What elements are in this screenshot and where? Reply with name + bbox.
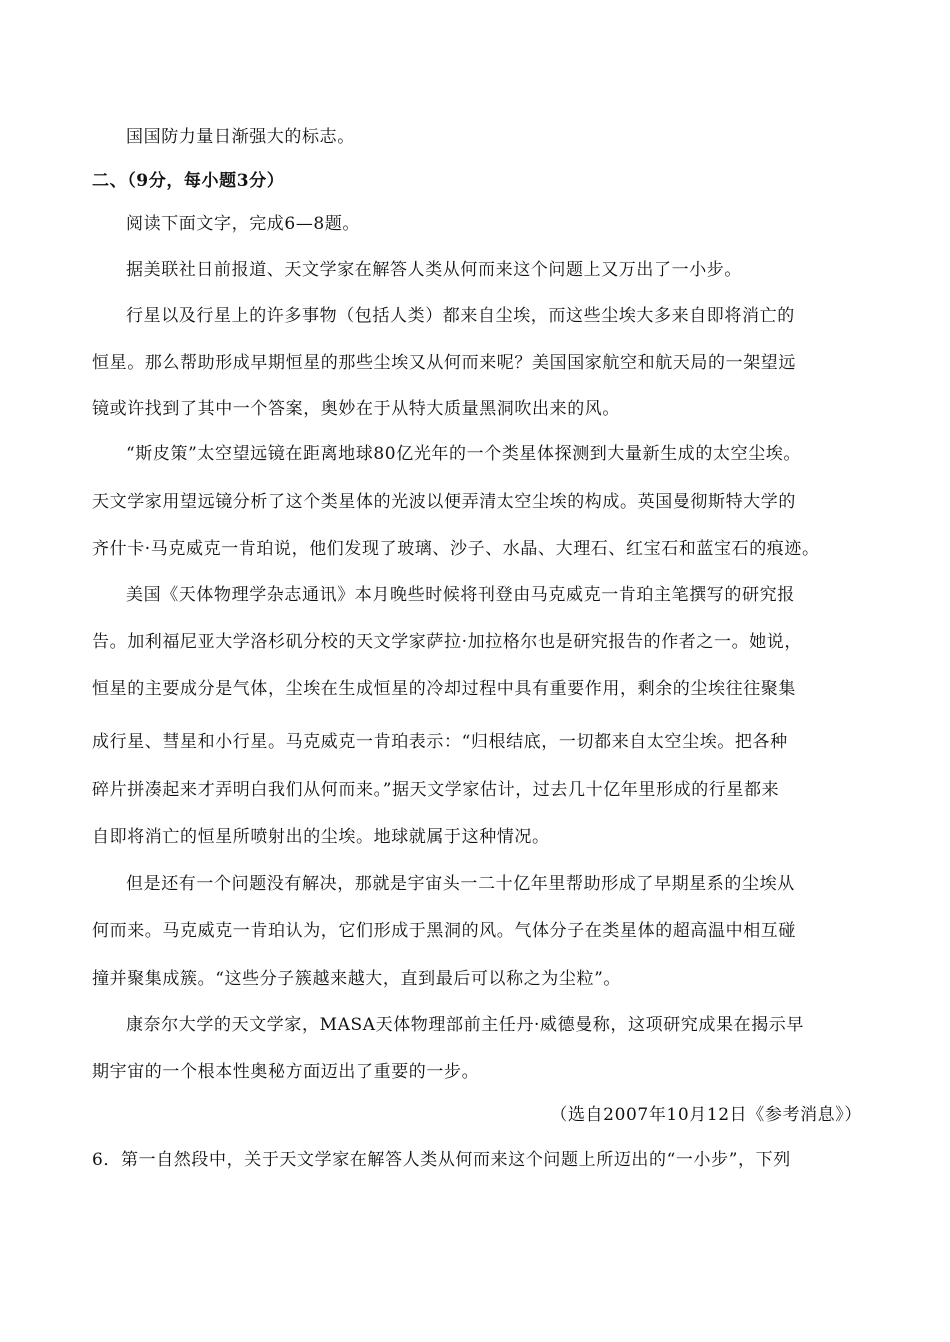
paragraph-3-line-2: 天文学家用望远镜分析了这个类星体的光波以便弄清太空尘埃的构成。英国曼彻斯特大学的: [92, 492, 796, 512]
paragraph-4-line-2: 告。加利福尼亚大学洛杉矶分校的天文学家萨拉·加拉格尔也是研究报告的作者之一。她说，: [92, 632, 803, 652]
paragraph-2-line-3: 镜或许找到了其中一个答案，奥妙在于从特大质量黑洞吹出来的风。: [92, 399, 620, 419]
paragraph-5-line-1: 但是还有一个问题没有解决，那就是宇宙头一二十亿年里帮助形成了早期星系的尘埃从: [126, 874, 795, 894]
reading-instruction: 阅读下面文字，完成6—8题。: [126, 214, 361, 234]
paragraph-4-line-1: 美国《天体物理学杂志通讯》本月晚些时候将刊登由马克威克一肯珀主笔撰写的研究报: [126, 585, 795, 605]
paragraph-4-line-6: 自即将消亡的恒星所喷射出的尘埃。地球就属于这种情况。: [92, 827, 550, 847]
paragraph-4-line-3: 恒星的主要成分是气体，尘埃在生成恒星的冷却过程中具有重要作用，剩余的尘埃往往聚集: [92, 679, 796, 699]
paragraph-2-line-2: 恒星。那么帮助形成早期恒星的那些尘埃又从何而来呢？美国国家航空和航天局的一架望远: [92, 353, 796, 373]
continuation-line: 国国防力量日渐强大的标志。: [126, 127, 355, 147]
paragraph-5-line-3: 撞并聚集成簇。“这些分子簇越来越大，直到最后可以称之为尘粒”。: [92, 969, 621, 989]
question-6: 6．第一自然段中，关于天文学家在解答人类从何而来这个问题上所迈出的“一小步”，下列: [92, 1150, 791, 1170]
paragraph-6-line-1: 康奈尔大学的天文学家，MASA天体物理部前主任丹·威德曼称，这项研究成果在揭示早: [126, 1015, 805, 1035]
paragraph-2-line-1: 行星以及行星上的许多事物（包括人类）都来自尘埃，而这些尘埃大多来自即将消亡的: [126, 306, 795, 326]
paragraph-4-line-4: 成行星、彗星和小行星。马克威克一肯珀表示：“归根结底，一切都来自太空尘埃。把各种: [92, 732, 788, 752]
paragraph-3-line-1: “斯皮策”太空望远镜在距离地球80亿光年的一个类星体探测到大量新生成的太空尘埃。: [126, 444, 802, 464]
source-citation: （选自2007年10月12日《参考消息》）: [550, 1105, 862, 1125]
section-heading: 二、（9分，每小题3分）: [92, 171, 285, 191]
paragraph-1-line-1: 据美联社日前报道、天文学家在解答人类从何而来这个问题上又万出了一小步。: [126, 260, 742, 280]
paragraph-4-line-5: 碎片拼凑起来才弄明白我们从何而来。”据天文学家估计，过去几十亿年里形成的行星都来: [92, 780, 780, 800]
paragraph-3-line-3: 齐什卡·马克威克一肯珀说，他们发现了玻璃、沙子、水晶、大理石、红宝石和蓝宝石的痕迹。: [92, 539, 820, 559]
paragraph-6-line-2: 期宇宙的一个根本性奥秘方面迈出了重要的一步。: [92, 1062, 480, 1082]
paragraph-5-line-2: 何而来。马克威克一肯珀认为，它们形成于黑洞的风。气体分子在类星体的超高温中相互碰: [92, 921, 796, 941]
